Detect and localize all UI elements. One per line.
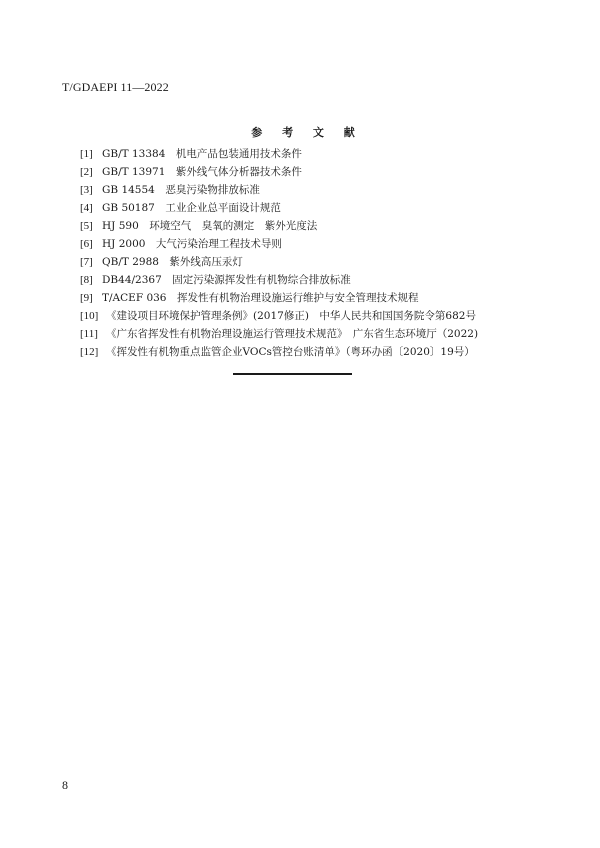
reference-item — [80, 343, 550, 361]
reference-item — [80, 199, 550, 217]
reference-item — [80, 325, 550, 343]
reference-text: HJ 2000 大气污染治理工程技术导则 — [102, 238, 282, 250]
reference-text: T/ACEF 036 挥发性有机物治理设施运行维护与安全管理技术规程 — [102, 292, 419, 304]
reference-number: [7] — [80, 256, 93, 268]
reference-text: GB/T 13384 机电产品包装通用技术条件 — [102, 148, 302, 160]
reference-number: [6] — [80, 238, 93, 250]
reference-item — [80, 163, 550, 181]
reference-text: 《广东省挥发性有机物治理设施运行管理技术规范》 广东省生态环境厅（2022) — [106, 328, 479, 340]
reference-text: DB44/2367 固定污染源挥发性有机物综合排放标准 — [102, 274, 351, 286]
section-title: 参 考 文 献 — [251, 126, 363, 139]
reference-text: HJ 590 环境空气 臭氧的测定 紫外光度法 — [102, 220, 318, 232]
reference-item — [80, 289, 550, 307]
reference-text: QB/T 2988 紫外线高压汞灯 — [102, 256, 243, 268]
reference-text: 《建设项目环境保护管理条例》(2017修正) 中华人民共和国国务院令第682号 — [106, 310, 476, 322]
reference-number: [2] — [80, 166, 93, 178]
reference-number: [5] — [80, 220, 93, 232]
reference-text: GB 14554 恶臭污染物排放标准 — [102, 184, 260, 196]
reference-text: GB 50187 工业企业总平面设计规范 — [102, 202, 281, 214]
reference-number: [1] — [80, 148, 93, 160]
reference-number: [8] — [80, 274, 93, 286]
end-of-document-rule — [233, 373, 352, 375]
reference-list — [80, 145, 550, 361]
reference-item — [80, 271, 550, 289]
reference-item — [80, 307, 550, 325]
reference-item — [80, 145, 550, 163]
reference-number: [3] — [80, 184, 93, 196]
reference-number: [11] — [80, 328, 98, 340]
reference-number: [12] — [80, 346, 99, 358]
document-code: T/GDAEPI 11—2022 — [62, 80, 169, 94]
reference-number: [9] — [80, 292, 93, 304]
reference-item — [80, 253, 550, 271]
reference-item — [80, 217, 550, 235]
reference-text: 《挥发性有机物重点监管企业VOCs管控台账清单》（粤环办函〔2020〕19号） — [106, 346, 475, 358]
reference-item — [80, 235, 550, 253]
reference-number: [10] — [80, 310, 99, 322]
page-number: 8 — [62, 778, 68, 792]
reference-text: GB/T 13971 紫外线气体分析器技术条件 — [102, 166, 302, 178]
reference-number: [4] — [80, 202, 93, 214]
reference-item — [80, 181, 550, 199]
